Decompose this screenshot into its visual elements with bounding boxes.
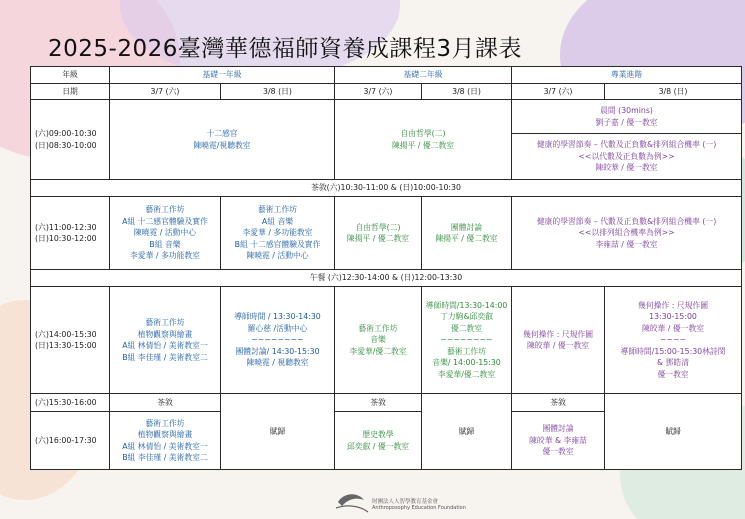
session-cell: 幾何操作 : 尺規作圖 陳皎華 / 優一教室 xyxy=(512,287,605,394)
time-cell: (六)16:00-17:30 xyxy=(31,412,110,470)
date-cell: 3/7 (六) xyxy=(110,84,221,100)
date-cell: 3/8 (日) xyxy=(221,84,335,100)
group-header-basic-2: 基礎二年級 xyxy=(335,67,512,84)
foundation-name-cn: 財團法人人智學教育基金會 xyxy=(372,499,439,505)
time-cell: (六)14:00-15:30 (日)13:30-15:00 xyxy=(31,287,110,394)
session-cell: 藝術工作坊 音樂 李愛華/優二教室 xyxy=(335,287,422,394)
session-cell: 藝術工作坊 植物觀察與繪畫 A組 林倩怡 / 美術教室一 B組 李佳瑾 / 美術教室二 xyxy=(110,412,221,470)
date-cell: 3/8 (日) xyxy=(605,84,742,100)
schedule-table xyxy=(30,66,742,470)
schedule-row-4 xyxy=(31,394,742,412)
session-cell: 藝術工作坊 A組 十二感官體驗及實作 陳曉霓 / 活動中心 B組 音樂 李愛華 / 多功能教室 xyxy=(110,197,221,270)
tea-cell: 茶敘 xyxy=(110,394,221,412)
session-cell: 幾何操作 : 尺規作圖 13:30-15:00 陳皎華 / 優一教室 ~~~~ 導師時間/15:00-15:30林詩閔 & 鄧皓清 優一教室 xyxy=(605,287,742,394)
session-cell: 團體討論 陳揚平 / 優二教室 xyxy=(422,197,512,270)
session-cell: 團體討論 陳皎華 & 李雍喆 優一教室 xyxy=(512,412,605,470)
return-cell: 賦歸 xyxy=(422,394,512,470)
date-label: 日期 xyxy=(31,84,110,100)
session-cell-g3-morning: 晨間 (30mins) 劉子嘉 / 優一教室 xyxy=(512,100,742,134)
time-cell: (六)11:00-12:30 (日)10:30-12:00 xyxy=(31,197,110,270)
session-cell-g1: 十二感官 陳曉霓/視聽教室 xyxy=(110,100,335,180)
time-cell: (六)15:30-16:00 xyxy=(31,394,110,412)
grade-label: 年級 xyxy=(31,67,110,84)
date-cell: 3/7 (六) xyxy=(512,84,605,100)
schedule-row-2 xyxy=(31,197,742,270)
session-cell-g2: 自由哲學(二) 陳揚平 / 優二教室 xyxy=(335,100,512,180)
session-cell: 歷史教學 邱奕叡 / 優一教室 xyxy=(335,412,422,470)
session-cell: 藝術工作坊 A組 音樂 李愛華 / 多功能教室 B組 十二感官體驗及實作 陳曉霓 / 活動中心 xyxy=(221,197,335,270)
session-cell: 導師時間/13:30-14:00 丁力駒&邱奕叡 優二教室 ~~~~~~~~ 藝術工作坊 音樂/ 14:00-15:30 李愛華/優二教室 xyxy=(422,287,512,394)
session-cell: 藝術工作坊 植物觀察與繪畫 A組 林倩怡 / 美術教室一 B組 李佳瑾 / 美術教室二 xyxy=(110,287,221,394)
schedule-row-1a xyxy=(31,100,742,134)
group-header-basic-1: 基礎一年級 xyxy=(110,67,335,84)
date-cell: 3/7 (六) xyxy=(335,84,422,100)
page-title: 2025-2026臺灣華德福師資養成課程3月課表 xyxy=(48,36,522,62)
group-header-advanced: 專業進階 xyxy=(512,67,742,84)
lunch-label: 午餐 (六)12:30-14:00 & (日)12:00-13:30 xyxy=(31,270,742,287)
date-cell: 3/8 (日) xyxy=(422,84,512,100)
break-row xyxy=(31,180,742,197)
return-cell: 賦歸 xyxy=(221,394,335,470)
break-label: 茶敘(六)10:30-11:00 & (日)10:00-10:30 xyxy=(31,180,742,197)
foundation-name-en: Anthroposophy Education Foundation xyxy=(372,505,466,511)
grade-header-row xyxy=(31,67,742,84)
lunch-row xyxy=(31,270,742,287)
date-header-row xyxy=(31,84,742,100)
session-cell: 自由哲學(二) 陳揚平 / 優二教室 xyxy=(335,197,422,270)
session-cell-g3: 健康的學習節奏 – 代數及正負數&排列組合機率 (一) <<以代數及正負數為例>> 陳皎華 / 優一教室 xyxy=(512,134,742,180)
session-cell: 導師時間 / 13:30-14:30 羅心慈 /活動中心 ~~~~~~~~ 團體討論/ 14:30-15:30 陳曉霓 / 視聽教室 xyxy=(221,287,335,394)
foundation-logo xyxy=(330,488,580,516)
schedule-row-3 xyxy=(31,287,742,394)
time-cell: (六)09:00-10:30 (日)08:30-10:00 xyxy=(31,100,110,180)
tea-cell: 茶敘 xyxy=(335,394,422,412)
tea-cell: 茶敘 xyxy=(512,394,605,412)
session-cell: 健康的學習節奏 – 代數及正負數&排列組合機率 (一) <<以排列組合機率為例>> 李雍喆 / 優一教室 xyxy=(512,197,742,270)
return-cell: 賦歸 xyxy=(605,394,742,470)
